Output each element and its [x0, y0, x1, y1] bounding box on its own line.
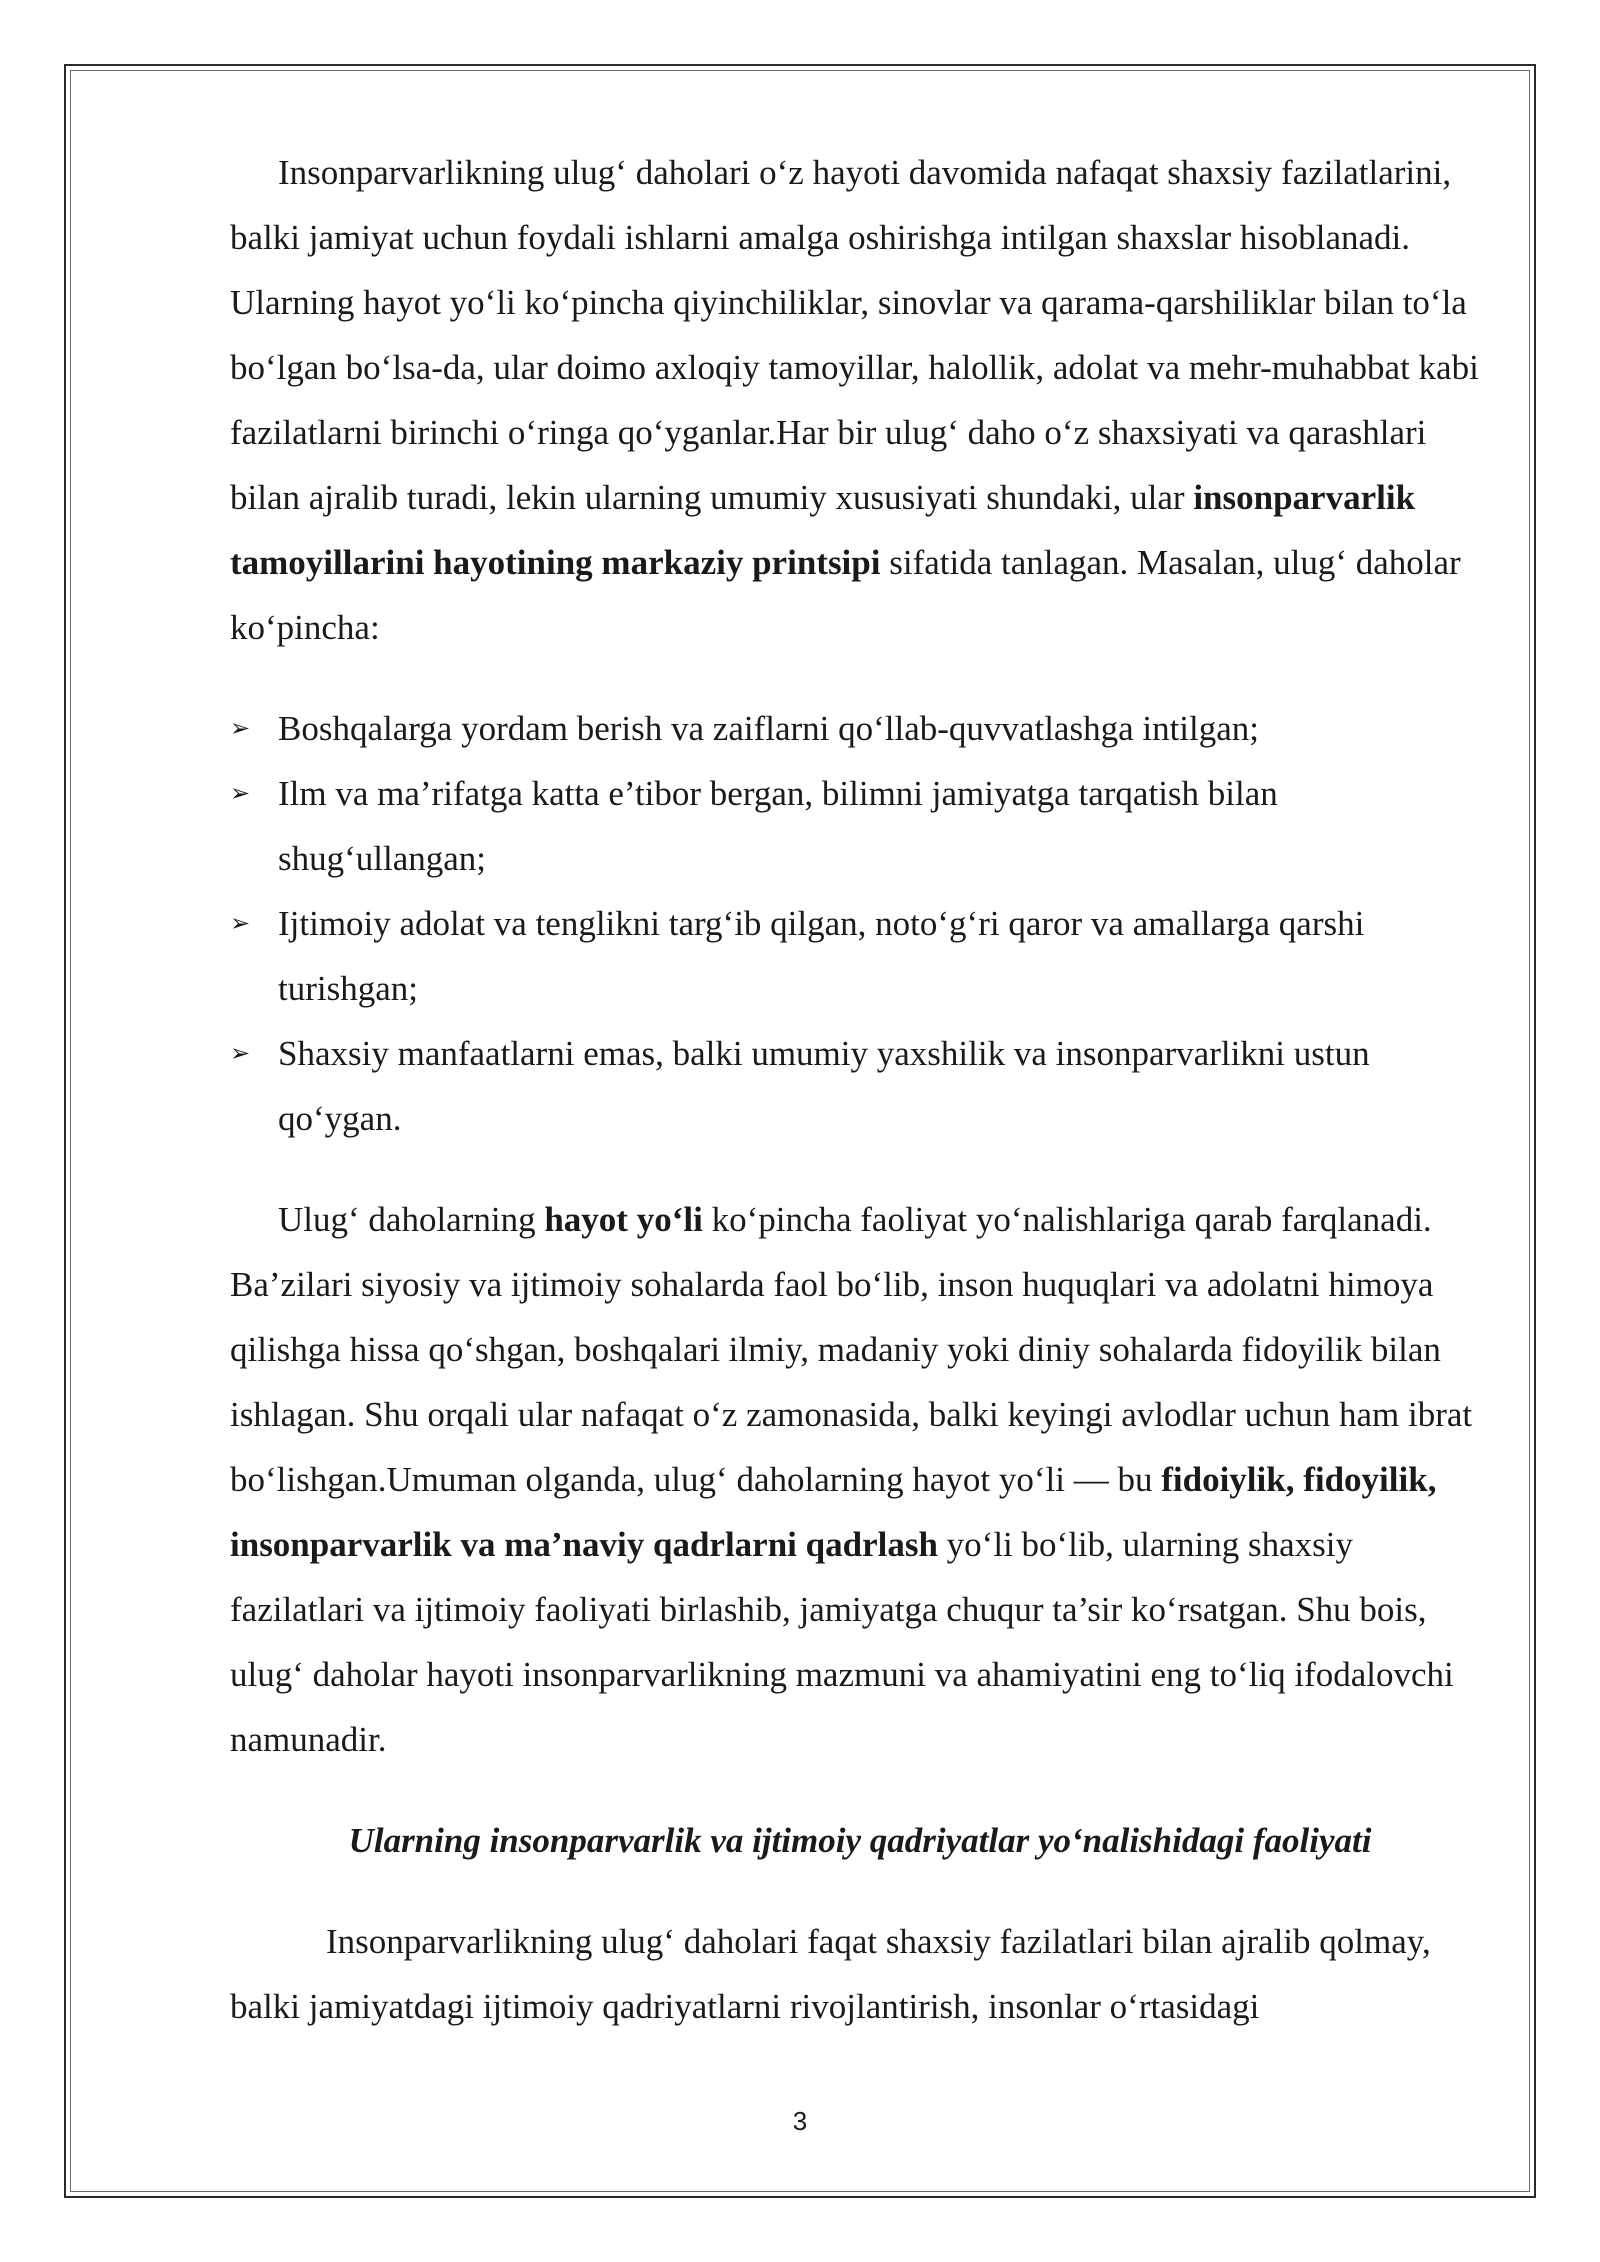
- paragraph-life-path-text-b: ko‘pincha faoliyat yo‘nalishlariga qarab farqlanadi. Ba’zilari siyosiy va ijtimoiy sohalarda faol bo‘lib, inson huquqlari va adolatni himoya qilishga hissa qo‘shgan, boshqalari ilmiy, madaniy yoki diniy sohalarda fidoyilik bilan ishlagan. Shu orqali ular nafaqat o‘z zamonasida, balki keyingi avlodlar uchun ham ibrat bo‘lishgan.Umuman olganda, ulug‘ daholarning hayot yo‘li — bu: [230, 1200, 1473, 1499]
- arrow-bullet-icon: ➢: [230, 714, 251, 742]
- page-number: 3: [792, 2106, 808, 2136]
- list-item: [230, 696, 1490, 761]
- list-item-text: Boshqalarga yordam berish va zaiflarni qo‘llab-quvvatlashga intilgan;: [278, 709, 1260, 748]
- bullet-list: [230, 696, 1490, 1151]
- section-subheading: Ularning insonparvarlik va ijtimoiy qadriyatlar yo‘nalishidagi faoliyati: [348, 1821, 1372, 1860]
- arrow-bullet-icon: ➢: [230, 779, 251, 807]
- paragraph-intro-text-b: sifatida tanlagan. Masalan, ulug‘ daholar ko‘pincha:: [230, 543, 1461, 647]
- list-item-text: Ilm va ma’rifatga katta e’tibor bergan, bilimni jamiyatga tarqatish bilan shug‘ullangan;: [278, 774, 1278, 878]
- paragraph-life-path: [230, 1187, 1490, 1772]
- list-item: [230, 1021, 1490, 1151]
- paragraph-life-path-text-c: yo‘li bo‘lib, ularning shaxsiy fazilatlari va ijtimoiy faoliyati birlashib, jamiyatga chuqur ta’sir ko‘rsatgan. Shu bois, ulug‘ daholar hayoti insonparvarlikning mazmuni va ahamiyatini eng to‘liq ifodalovchi namunadir.: [230, 1525, 1454, 1759]
- list-item-text: Ijtimoiy adolat va tenglikni targ‘ib qilgan, noto‘g‘ri qaror va amallarga qarshi turishgan;: [278, 904, 1365, 1008]
- paragraph-life-path-bold-a: hayot yo‘li: [544, 1200, 703, 1239]
- paragraph-section-start: Insonparvarlikning ulug‘ daholari faqat shaxsiy fazilatlari bilan ajralib qolmay, balki jamiyatdagi ijtimoiy qadriyatlarni rivojlantirish, insonlar o‘rtasidagi: [230, 1922, 1431, 2026]
- paragraph-intro-text-a: Insonparvarlikning ulug‘ daholari o‘z hayoti davomida nafaqat shaxsiy fazilatlarini, balki jamiyat uchun foydali ishlarni amalga oshirishga intilgan shaxslar hisoblanadi. Ularning hayot yo‘li ko‘pincha qiyinchiliklar, sinovlar va qarama-qarshiliklar bilan to‘la bo‘lgan bo‘lsa-da, ular doimo axloqiy tamoyillar, halollik, adolat va mehr-muhabbat kabi fazilatlarni birinchi o‘ringa qo‘yganlar.Har bir ulug‘ daho o‘z shaxsiyati va qarashlari bilan ajralib turadi, lekin ularning umumiy xususiyati shundaki, ular: [230, 153, 1479, 517]
- arrow-bullet-icon: ➢: [230, 909, 251, 937]
- document-body: [230, 140, 1490, 2039]
- list-item: [230, 761, 1490, 891]
- arrow-bullet-icon: ➢: [230, 1039, 251, 1067]
- list-item: [230, 891, 1490, 1021]
- paragraph-intro-bold: insonparvarlik tamoyillarini hayotining markaziy printsipi: [230, 478, 1416, 582]
- list-item-text: Shaxsiy manfaatlarni emas, balki umumiy yaxshilik va insonparvarlikni ustun qo‘ygan.: [278, 1034, 1370, 1138]
- paragraph-intro: [230, 140, 1490, 660]
- paragraph-life-path-text-a: Ulug‘ daholarning: [278, 1200, 545, 1239]
- paragraph-life-path-bold-b: fidoiylik, fidoyilik, insonparvarlik va ma’naviy qadrlarni qadrlash: [230, 1460, 1437, 1564]
